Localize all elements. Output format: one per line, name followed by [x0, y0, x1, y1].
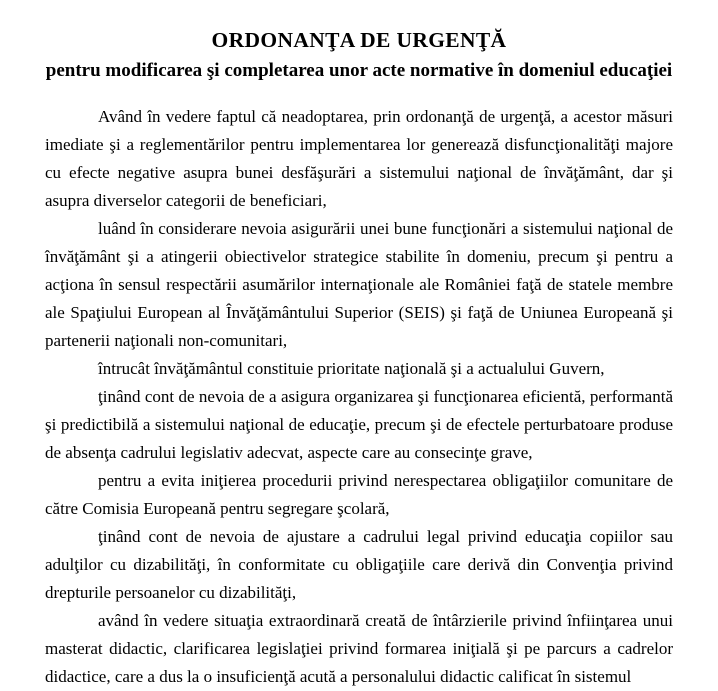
- page-title: ORDONANŢA DE URGENŢĂ: [211, 28, 507, 52]
- header-body-spacer: [0, 84, 718, 103]
- document-body: [0, 103, 718, 691]
- page-subtitle-line-1: pentru modificarea şi completarea unor acte normative în domeniul: [45, 60, 595, 81]
- page-subtitle-line-2: educaţiei: [599, 60, 673, 81]
- paragraph: luând în considerare nevoia asigurării unei bune funcţionări a sistemului naţional de învăţământ şi a atingerii obiectivelor strategice stabilite în domeniu, precum şi pentru a acţiona în sensul respectării asumărilor internaţionale ale României faţă de statele membre ale Spaţiului European al Învăţământului Superior (SEIS) şi faţă de Uniunea Europeană şi partenerii naţionali non-comunitari,: [45, 219, 673, 350]
- page-subtitle: [36, 57, 682, 84]
- document-header: [0, 0, 718, 84]
- document-body-column: [45, 103, 673, 691]
- paragraph: ţinând cont de nevoia de a asigura organizarea şi funcţionarea eficientă, performantă şi predictibilă a sistemului naţional de educaţie, precum şi de efectele perturbatoare produse de absenţa cadrului legislativ adecvat, aspecte care au consecinţe grave,: [45, 387, 673, 462]
- paragraph: ţinând cont de nevoia de ajustare a cadrului legal privind educaţia copiilor sau adulţilor cu dizabilităţi, în conformitate cu obligaţiile care derivă din Convenţia privind drepturile persoanelor cu dizabilităţi,: [45, 527, 673, 602]
- paragraph: Având în vedere faptul că neadoptarea, prin ordonanţă de urgenţă, a acestor măsuri imediate şi a reglementărilor pentru implementarea lor generează disfuncţionalităţi majore cu efecte negative asupra bunei desfăşurări a sistemului naţional de învăţământ, dar şi asupra diverselor categorii de beneficiari,: [45, 107, 673, 210]
- paragraph: având în vedere situaţia extraordinară creată de întârzierile privind înfiinţarea unui masterat didactic, clarificarea legislaţiei privind formarea iniţială şi pe parcurs a cadrelor didactice, care a dus la o insuficienţă acută a personalului didactic calificat în sistemul: [45, 611, 673, 686]
- paragraph: întrucât învăţământul constituie prioritate naţională şi a actualului Guvern,: [98, 359, 605, 378]
- paragraph: pentru a evita iniţierea procedurii privind nerespectarea obligaţiilor comunitare de către Comisia Europeană pentru segregare şcolară,: [45, 471, 673, 518]
